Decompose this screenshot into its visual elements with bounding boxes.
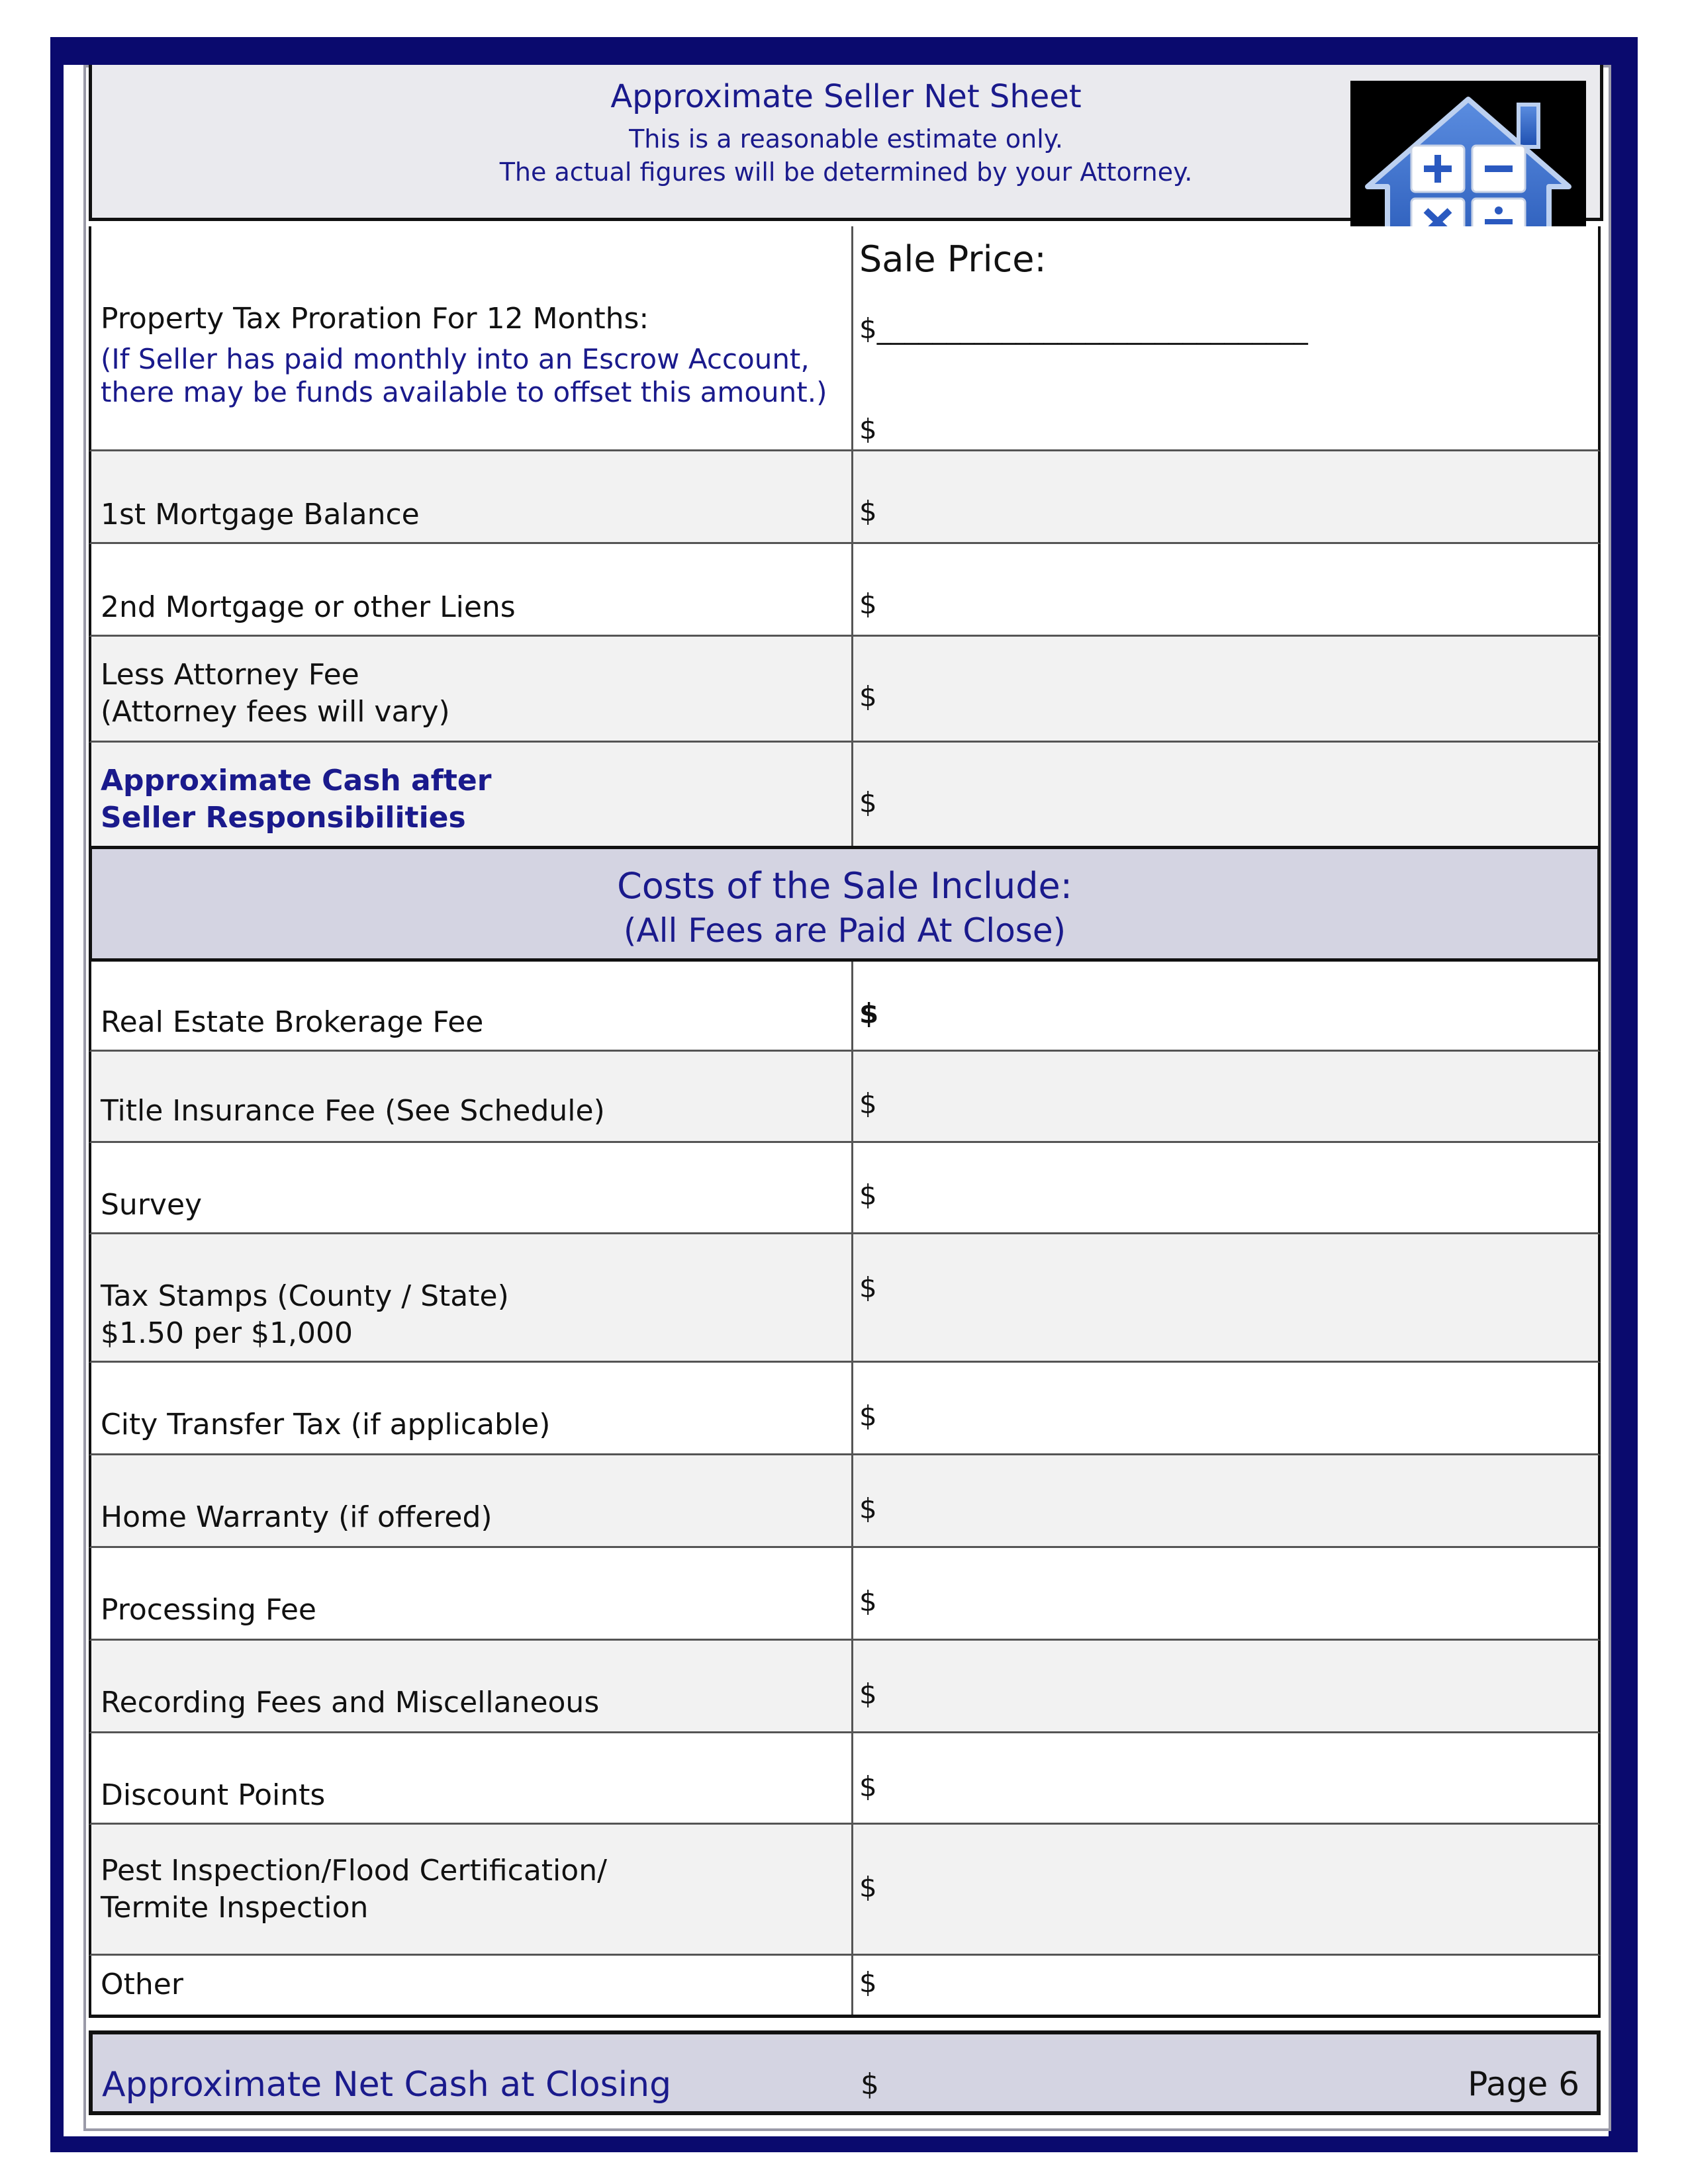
costs-subtitle: (All Fees are Paid At Close): [623, 911, 1066, 950]
row-value[interactable]: $: [859, 1271, 877, 1304]
row-value[interactable]: $: [859, 997, 879, 1030]
column-divider: [851, 1234, 853, 1361]
row-value[interactable]: $: [859, 1400, 877, 1432]
row-label: Processing Fee: [101, 1593, 316, 1627]
table-row-home-warranty: [89, 1455, 1601, 1548]
row-label: Real Estate Brokerage Fee: [101, 1005, 484, 1039]
net-cash-label: Approximate Net Cash at Closing: [102, 2065, 672, 2105]
row-label: 2nd Mortgage or other Liens: [101, 590, 516, 624]
column-divider: [851, 1143, 853, 1232]
row-value[interactable]: $: [859, 495, 877, 527]
table-row-title-insurance: [89, 1052, 1601, 1143]
column-divider: [851, 1956, 853, 2015]
table-row-survey: [89, 1143, 1601, 1234]
column-divider: [851, 637, 853, 741]
column-divider: [851, 451, 853, 542]
table-row-attorney-fee: [89, 637, 1601, 743]
row-label: Tax Stamps (County / State): [101, 1279, 509, 1313]
row-label-2: Termite Inspection: [101, 1891, 369, 1925]
row-label: Recording Fees and Miscellaneous: [101, 1686, 600, 1719]
sheet-subtitle-2: The actual figures will be determined by your Attorney.: [499, 158, 1193, 187]
net-cash-value[interactable]: $: [861, 2068, 879, 2101]
column-divider: [851, 1363, 853, 1453]
row-value[interactable]: $: [859, 1087, 877, 1120]
column-divider: [851, 1548, 853, 1639]
row-value[interactable]: $: [859, 1966, 877, 1999]
column-divider: [851, 743, 853, 846]
row-label-2: (Attorney fees will vary): [101, 695, 450, 729]
table-row-other: [89, 1956, 1601, 2018]
row-label: Home Warranty (if offered): [101, 1500, 492, 1534]
row-label: Less Attorney Fee: [101, 658, 359, 692]
costs-section-header: [89, 846, 1601, 962]
row-value[interactable]: $: [859, 1678, 877, 1710]
table-row-tax-stamps: [89, 1234, 1601, 1363]
table-row-2nd-mortgage: [89, 544, 1601, 637]
row-value[interactable]: $: [859, 1770, 877, 1803]
row-note: (If Seller has paid monthly into an Escrow Account, there may be funds available to offset this amount.): [101, 343, 827, 408]
sale-price-label: Sale Price:: [859, 238, 1047, 280]
row-label: Approximate Cash after: [101, 764, 492, 797]
table-row-recording-fees: [89, 1641, 1601, 1733]
row-label: Other: [101, 1968, 183, 2001]
column-divider: [851, 1733, 853, 1823]
column-divider: [851, 1455, 853, 1546]
page-number: Page 6: [1468, 2065, 1579, 2103]
row-label: Survey: [101, 1188, 203, 1222]
table-row-1st-mortgage: [89, 451, 1601, 544]
row-label: Title Insurance Fee (See Schedule): [101, 1094, 605, 1128]
table-row-pest-inspection: [89, 1825, 1601, 1956]
row-value[interactable]: $: [859, 1585, 877, 1617]
table-row-property-tax: [89, 226, 1601, 451]
column-divider: [851, 544, 853, 635]
row-label-2: Seller Responsibilities: [101, 801, 466, 835]
table-row-discount-points: [89, 1733, 1601, 1825]
row-value[interactable]: $: [859, 1179, 877, 1211]
row-label: Property Tax Proration For 12 Months:: [101, 302, 649, 336]
column-divider: [851, 1052, 853, 1141]
row-label: City Transfer Tax (if applicable): [101, 1408, 551, 1441]
row-value[interactable]: $: [859, 1492, 877, 1525]
row-label: Pest Inspection/Flood Certification/: [101, 1854, 607, 1888]
sheet-subtitle-1: This is a reasonable estimate only.: [629, 124, 1063, 154]
sale-price-field[interactable]: $_______________________________: [859, 312, 1308, 345]
column-divider: [851, 1825, 853, 1954]
costs-title: Costs of the Sale Include:: [617, 865, 1072, 907]
row-value[interactable]: $: [859, 680, 877, 713]
property-tax-value[interactable]: $: [859, 413, 877, 445]
table-row-approx-cash: [89, 743, 1601, 846]
row-value[interactable]: $: [859, 786, 877, 819]
column-divider: [851, 962, 853, 1050]
row-label-2: $1.50 per $1,000: [101, 1316, 353, 1350]
row-label: 1st Mortgage Balance: [101, 498, 420, 531]
net-cash-footer: [89, 2030, 1601, 2115]
row-label: Discount Points: [101, 1778, 326, 1812]
row-value[interactable]: $: [859, 1871, 877, 1903]
table-row-brokerage-fee: [89, 962, 1601, 1052]
column-divider: [851, 1641, 853, 1731]
row-value[interactable]: $: [859, 588, 877, 620]
table-row-processing-fee: [89, 1548, 1601, 1641]
sheet-title: Approximate Seller Net Sheet: [610, 78, 1082, 115]
table-row-city-transfer-tax: [89, 1363, 1601, 1455]
column-divider: [851, 226, 853, 449]
